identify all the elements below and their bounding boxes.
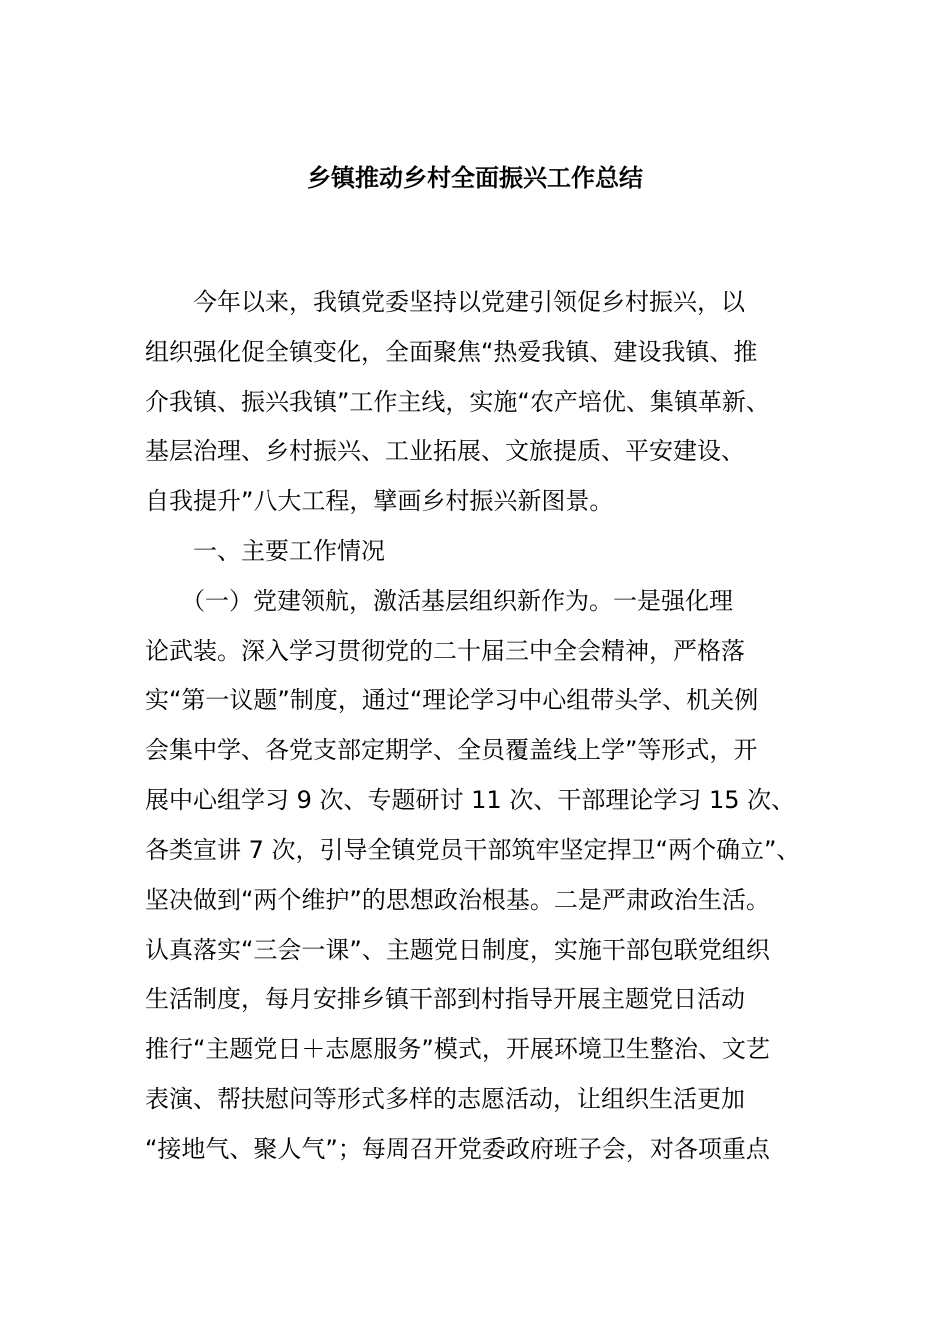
body-line: 生活制度，每月安排乡镇干部到村指导开展主题党日活动: [145, 985, 745, 1013]
document-title: 乡镇推动乡村全面振兴工作总结: [307, 164, 643, 192]
body-line: 论武装。深入学习贯彻党的二十届三中全会精神，严格落: [145, 637, 745, 665]
body-line: 坚决做到“两个维护”的思想政治根基。二是严肃政治生活。: [145, 886, 770, 914]
body-line: 认真落实“三会一课”、主题党日制度，实施干部包联党组织: [145, 936, 770, 964]
body-line: 展中心组学习 9 次、专题研讨 11 次、干部理论学习 15 次、: [145, 786, 796, 814]
body-line: 今年以来，我镇党委坚持以党建引领促乡村振兴，以: [145, 288, 745, 316]
section-heading: 一、主要工作情况: [145, 537, 385, 565]
body-line: 推行“主题党日＋志愿服务”模式，开展环境卫生整治、文艺: [145, 1035, 770, 1063]
body-line: 各类宣讲 7 次，引导全镇党员干部筑牢坚定捍卫“两个确立”、: [145, 836, 801, 864]
body-line: “接地气、聚人气”；每周召开党委政府班子会，对各项重点: [145, 1135, 770, 1163]
body-line: 组织强化促全镇变化，全面聚焦“热爱我镇、建设我镇、推: [145, 338, 758, 366]
body-line: 表演、帮扶慰问等形式多样的志愿活动，让组织生活更加: [145, 1085, 745, 1113]
body-line: 介我镇、振兴我镇”工作主线，实施“农产培优、集镇革新、: [145, 388, 770, 416]
body-line: （一）党建领航，激活基层组织新作为。一是强化理: [145, 587, 733, 615]
body-line: 会集中学、各党支部定期学、全员覆盖线上学”等形式，开: [145, 736, 758, 764]
body-line: 实“第一议题”制度，通过“理论学习中心组带头学、机关例: [145, 686, 759, 714]
body-line: 基层治理、乡村振兴、工业拓展、文旅提质、平安建设、: [145, 437, 745, 465]
body-line: 自我提升”八大工程，擘画乡村振兴新图景。: [145, 487, 614, 515]
